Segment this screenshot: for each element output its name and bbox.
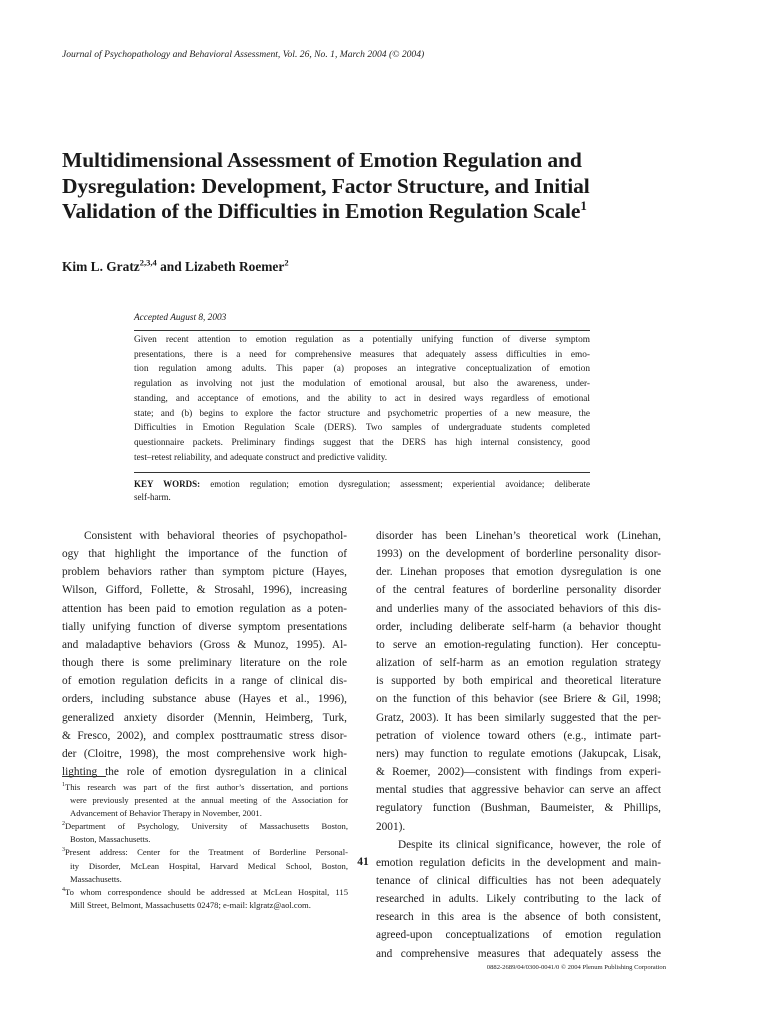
author-name: Kim L. Gratz	[62, 259, 140, 274]
body-line: and comprehensive measures that adequately assess the	[376, 947, 661, 960]
footnote-3	[62, 846, 348, 859]
footnote-text: Boston, Massachusetts.	[70, 834, 151, 845]
body-line: Consistent with behavioral theories of psychopathol-	[84, 530, 347, 542]
body-line: & Roemer, 2002)—consistent with findings from experi-	[376, 766, 661, 779]
body-line: der (Cloitre, 1998), the most comprehensive work high-	[62, 747, 347, 760]
abstract-line: regulation as involving not just the modulation of emotional arousal, but also the awareness, under-	[134, 379, 590, 390]
body-line: research in this area is the absence of both consistent,	[376, 911, 661, 924]
abstract-bottom-rule	[134, 472, 590, 473]
page-number: 41	[357, 856, 369, 868]
author-footnote-marks[interactable]: 2,3,4	[139, 257, 157, 268]
author-conjunction: and	[156, 259, 186, 274]
keywords	[134, 478, 590, 503]
abstract-line: presentations, there is a need for comprehensive measures that adequately assess difficulties in emo-	[134, 349, 590, 360]
footnote-4	[62, 886, 348, 899]
abstract-line: standing, and acceptance of emotions, and the ability to act in desired ways regardless of emotional	[134, 393, 590, 404]
footnote-1	[62, 781, 348, 794]
body-line: of the central features of borderline personality disorder	[376, 584, 661, 597]
body-line: generalized anxiety disorder (Mennin, Heimberg, Turk,	[62, 711, 347, 724]
author-footnote-marks[interactable]: 2	[284, 257, 289, 268]
footnote-mark: 1	[62, 782, 65, 789]
title-line-2: Dysregulation: Development, Factor Structure, and Initial	[62, 173, 590, 198]
footnote-text: Department of Psychology, University of Massachusetts Boston,	[65, 821, 348, 832]
title-line-1: Multidimensional Assessment of Emotion Regulation and	[62, 148, 582, 172]
body-line: & Fresco, 2002), and complex posttraumatic stress disor-	[62, 729, 347, 742]
keywords-line: self-harm.	[134, 491, 171, 502]
footnotes	[62, 781, 348, 912]
abstract-line: questionnaire packets. Preliminary findings suggest that the DERS has high internal consistency, good	[134, 437, 590, 448]
footnote-2	[62, 820, 348, 833]
body-line: tially unifying function of diverse symptom presentations	[62, 620, 347, 633]
body-line: emotion regulation deficits in the development and main-	[376, 856, 661, 869]
author-name: Lizabeth Roemer	[185, 259, 285, 274]
footnote-mark: 4	[62, 886, 65, 893]
body-line: disorder has been Linehan’s theoretical work (Linehan,	[376, 530, 661, 542]
body-line: to serve an emotion-regulating function). Her conceptu-	[376, 638, 661, 651]
body-line: order, including deliberate self-harm (a behavior thought	[376, 620, 661, 633]
body-line: 1993) on the development of borderline personality disor-	[376, 548, 661, 561]
copyright-line: 0882-2689/04/0300-0041/0 © 2004 Plenum Publishing Corporation	[486, 964, 666, 971]
body-line: and underlies many of the associated behaviors of this dis-	[376, 602, 661, 615]
body-line: regulatory function (Bushman, Baumeister, & Phillips,	[376, 802, 661, 815]
footnote-text: Present address: Center for the Treatment of Borderline Personal-	[65, 847, 348, 858]
body-line: ogy that highlight the importance of the function of	[62, 548, 347, 561]
body-line: problem behaviors rather than symptom picture (Hayes,	[62, 566, 347, 579]
body-line: though there is some preliminary literature on the role	[62, 657, 347, 670]
author-list	[62, 259, 289, 275]
footnote-text: To whom correspondence should be addressed at McLean Hospital, 115	[65, 886, 348, 897]
footnote-text: were previously presented at the annual meeting of the Association for	[70, 795, 348, 806]
body-line: is supported by both empirical and theoretical literature	[376, 675, 661, 688]
footnote-text: Massachusetts.	[70, 873, 122, 884]
body-line: Despite its clinical significance, however, the role of	[398, 838, 661, 851]
accepted-date: Accepted August 8, 2003	[134, 313, 227, 323]
footnote-email-line[interactable]: Mill Street, Belmont, Massachusetts 02478; e-mail: klgratz@aol.com.	[70, 899, 311, 910]
keywords-line	[134, 478, 590, 491]
abstract-line: tion regulation among adults. This paper (a) proposes an integrative conceptualization of emotion	[134, 364, 590, 375]
body-line: petration of violence toward others (e.g., intimate part-	[376, 729, 661, 742]
footnote-text: This research was part of the first author’s dissertation, and portions	[65, 782, 348, 792]
abstract-line: state; and (b) begins to explore the factor structure and psychometric properties of a new measure, the	[134, 408, 590, 419]
body-line: agreed-upon conceptualizations of emotion regulation	[376, 929, 661, 942]
body-column-right	[376, 527, 661, 963]
body-column-left	[62, 527, 347, 781]
body-line: 2001).	[376, 820, 406, 833]
body-line: and maladaptive behaviors (Gross & Munoz, 1995). Al-	[62, 638, 347, 651]
title-line-3: Validation of the Difficulties in Emotion Regulation Scale	[62, 199, 581, 223]
keywords-label: KEY WORDS:	[134, 479, 201, 489]
abstract-line: Given recent attention to emotion regulation as a potentially unifying function of diverse symptom	[134, 335, 590, 345]
body-line: lighting the role of emotion dysregulation in a clinical	[62, 766, 347, 779]
abstract-line: Difficulties in Emotion Regulation Scale (DERS). Two samples of undergraduate students completed	[134, 423, 590, 434]
body-line: researched in adults. Likely contributing to the lack of	[376, 893, 661, 906]
footnote-mark: 3	[62, 847, 65, 854]
footnote-text: Advancement of Behavior Therapy in November, 2001.	[70, 808, 262, 819]
body-line: mental studies that aggressive behavior can serve an affect	[376, 784, 661, 797]
body-line: Wilson, Gifford, Follette, & Strosahl, 1996), increasing	[62, 584, 347, 597]
body-line: on the function of this behavior (see Briere & Gil, 1998;	[376, 693, 661, 706]
body-line: der. Linehan proposes that emotion dysregulation is one	[376, 566, 661, 579]
footnote-rule	[62, 776, 106, 777]
abstract-top-rule	[134, 330, 590, 331]
body-line: of emotion regulation deficits in a range of clinical dis-	[62, 675, 347, 688]
body-line: ners) may function to regulate emotions (Jakupcak, Lisak,	[376, 747, 661, 760]
body-line: Gratz, 2003). It has been similarly suggested that the per-	[376, 711, 661, 724]
body-line: tenance of clinical difficulties has not been adequately	[376, 874, 661, 887]
abstract-line: test–retest reliability, and adequate construct and predictive validity.	[134, 452, 388, 463]
footnote-mark: 2	[62, 821, 65, 828]
article-title	[62, 148, 702, 225]
title-footnote-mark[interactable]: 1	[580, 197, 587, 213]
journal-citation: Journal of Psychopathology and Behavioral Assessment, Vol. 26, No. 1, March 2004 (© 2004)	[62, 49, 425, 60]
abstract	[134, 333, 590, 465]
body-line: orders, including substance abuse (Hayes et al., 1996),	[62, 693, 347, 706]
keywords-text: emotion regulation; emotion dysregulation; assessment; experiential avoidance; deliberate	[200, 479, 590, 489]
body-line: alization of self-harm as an emotion regulation strategy	[376, 657, 661, 670]
footnote-text: ity Disorder, McLean Hospital, Harvard Medical School, Boston,	[70, 860, 348, 871]
body-line: attention has been paid to emotion regulation as a poten-	[62, 602, 347, 615]
